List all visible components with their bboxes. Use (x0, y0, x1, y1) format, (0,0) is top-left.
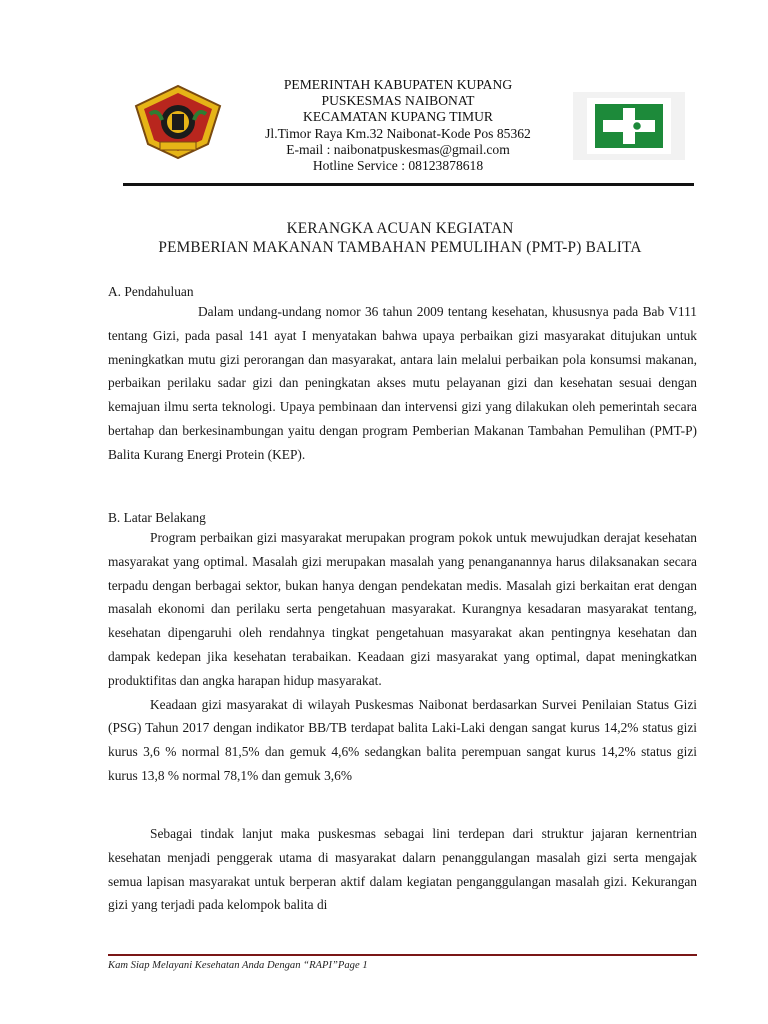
letterhead-address: Jl.Timor Raya Km.32 Naibonat-Kode Pos 85362 (265, 125, 531, 141)
letterhead-email: E-mail : naibonatpuskesmas@gmail.com (286, 141, 510, 157)
letterhead-district: KECAMATAN KUPANG TIMUR (303, 109, 493, 125)
letterhead (226, 77, 570, 174)
section-a-paragraph: Dalam undang-undang nomor 36 tahun 2009 tentang kesehatan, khususnya pada Bab V111 tentang Gizi, pada pasal 141 ayat I menyatakan bahwa upaya perbaikan gizi masyarakat ditujukan untuk meningkatkan mutu gizi perorangan dan masyarakat, antara lain melalui perbaikan pola konsumsi makanan, perbaikan perilaku sadar gizi dan peningkatan akses mutu pelayanan gizi dan kesehatan sesuai dengan kemajuan ilmu serta teknologi. Upaya pembinaan dan intervensi gizi yang dilakukan oleh pemerintah secara bertahap dan berkesinambungan yaitu dengan program Pemberian Makanan Tambahan Pemulihan (PMT-P) Balita Kurang Energi Protein (KEP). (108, 304, 697, 462)
section-b-body (108, 526, 697, 788)
page-footer: Kam Siap Melayani Kesehatan Anda Dengan “RAPI”Page 1 (108, 960, 368, 971)
title-line-2: PEMBERIAN MAKANAN TAMBAHAN PEMULIHAN (PMT-P) BALITA (158, 239, 642, 256)
section-b-heading: B. Latar Belakang (108, 510, 206, 525)
title-line-1: KERANGKA ACUAN KEGIATAN (286, 220, 514, 237)
section-b-paragraph-1: Program perbaikan gizi masyarakat merupakan program pokok untuk mewujudkan derajat kesehatan masyarakat yang optimal. Masalah gizi merupakan masalah yang penanganannya harus dilaksanakan secara terpadu dengan berbagai sektor, bukan hanya dengan pendekatan medis. Masalah gizi berkaitan erat dengan masalah ekonomi dan perilaku serta pengetahuan masyarakat. Kurangnya kesadaran masyarakat tentang, kesehatan dipengaruhi oleh rendahnya tingkat pengetahuan masyarakat akan pentingnya kesehatan dan dampak kedepan jika kesehatan terabaikan. Keadaan gizi masyarakat yang optimal, dapat meningkatkan produktifitas dan angka harapan hidup masyarakat. (108, 530, 697, 688)
letterhead-government: PEMERINTAH KABUPATEN KUPANG (283, 77, 513, 92)
puskesmas-cross-icon (573, 92, 685, 160)
section-a-heading: A. Pendahuluan (108, 284, 194, 299)
letterhead-institution: PUSKESMAS NAIBONAT (321, 93, 475, 109)
letterhead-hotline: Hotline Service : 08123878618 (312, 158, 484, 174)
document-title (80, 219, 720, 257)
header-divider (123, 183, 694, 186)
puskesmas-logo (573, 92, 685, 160)
section-b-body-continued (108, 822, 697, 917)
section-b-paragraph-3: Sebagai tindak lanjut maka puskesmas sebagai lini terdepan dari struktur jajaran kernentrian kesehatan menjadi penggerak utama di masyarakat dalarn penanggulangan masalah gizi serta mengajak semua lapisan masyarakat untuk berperan aktif dalam kegiatan penganggulangan masalah gizi. Kekurangan gizi yang terjadi pada kelompok balita di (108, 826, 697, 913)
footer-divider (108, 954, 697, 956)
regency-emblem-icon (132, 84, 224, 160)
section-a-body (108, 300, 697, 467)
section-b-paragraph-2: Keadaan gizi masyarakat di wilayah Puskesmas Naibonat berdasarkan Survei Penilaian Status Gizi (PSG) Tahun 2017 dengan indikator BB/TB terdapat balita Laki-Laki dengan sangat kurus 14,2% status gizi kurus 3,6 % normal 81,5% dan gemuk 4,6% sedangkan balita perempuan sangat kurus 14,2% status gizi kurus 13,8 % normal 78,1% dan gemuk 3,6% (108, 696, 697, 783)
